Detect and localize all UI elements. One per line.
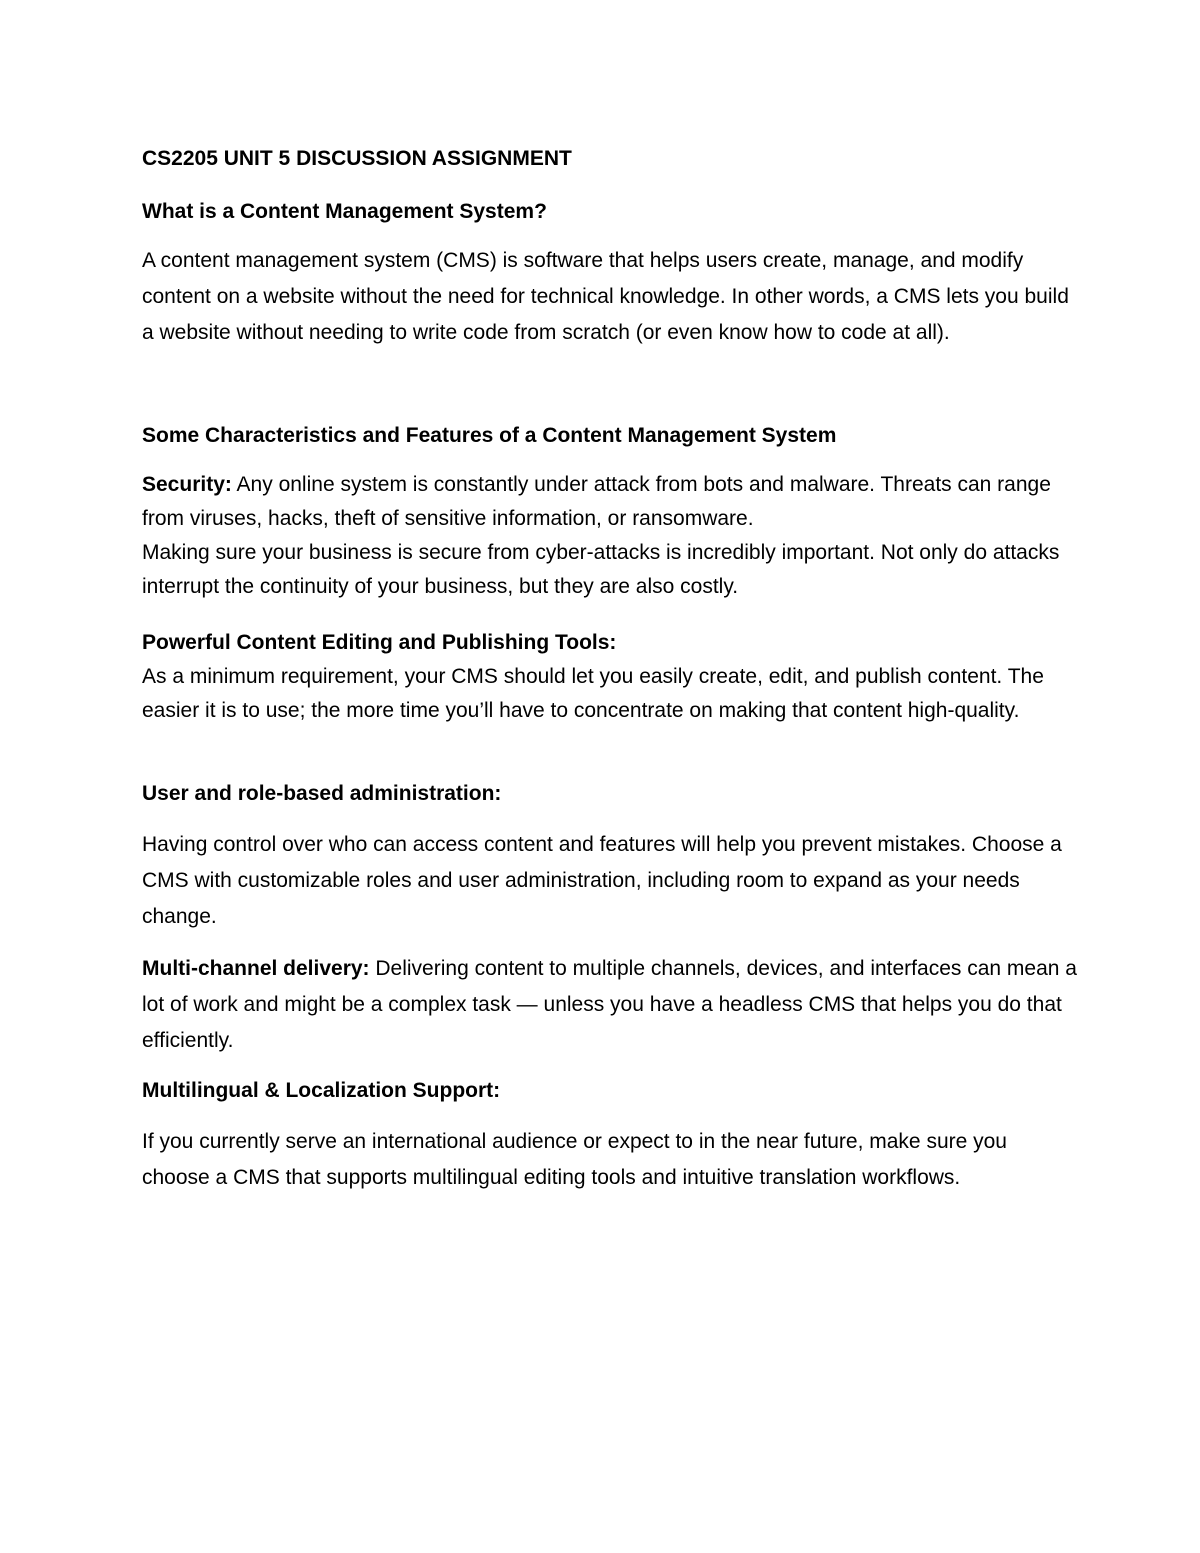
security-label: Security: [142, 473, 232, 496]
document-title: CS2205 UNIT 5 DISCUSSION ASSIGNMENT [142, 147, 572, 170]
multichannel-text: Delivering content to multiple channels, devices, and interfaces can mean a lot of work and might be a complex task — unless you have a headless CMS that helps you do that efficiently. [142, 957, 1077, 1052]
multilingual-paragraph: If you currently serve an international audience or expect to in the near future, make sure you choose a CMS that supports multilingual editing tools and intuitive translation workflows. [142, 1130, 1007, 1189]
multilingual-section [142, 1075, 1080, 1196]
security-section [142, 468, 1080, 604]
multichannel-label: Multi-channel delivery: [142, 957, 370, 980]
intro-paragraph: A content management system (CMS) is software that helps users create, manage, and modify content on a website without the need for technical knowledge. In other words, a CMS lets you build a website without needing to write code from scratch (or even know how to code at all). [142, 249, 1069, 344]
security-text: Any online system is constantly under attack from bots and malware. Threats can range from viruses, hacks, theft of sensitive information, or ransomware. [142, 473, 1051, 530]
multichannel-paragraph [142, 951, 1080, 1059]
question-heading: What is a Content Management System? [142, 200, 547, 223]
editing-label: Powerful Content Editing and Publishing Tools: [142, 631, 617, 654]
security-paragraph-2: Making sure your business is secure from cyber-attacks is incredibly important. Not only do attacks interrupt the continuity of your business, but they are also costly. [142, 541, 1060, 598]
roles-label: User and role-based administration: [142, 782, 502, 805]
roles-section [142, 778, 1080, 935]
security-paragraph [142, 468, 1080, 536]
multilingual-label: Multilingual & Localization Support: [142, 1079, 501, 1102]
features-heading: Some Characteristics and Features of a Content Management System [142, 424, 837, 447]
roles-paragraph: Having control over who can access content and features will help you prevent mistakes. Choose a CMS with customizable roles and user administration, including room to expand as your needs change. [142, 833, 1062, 928]
multichannel-section [142, 951, 1080, 1059]
editing-label-line [142, 626, 1080, 660]
editing-paragraph: As a minimum requirement, your CMS should let you easily create, edit, and publish content. The easier it is to use; the more time you’ll have to concentrate on making that content high-quality. [142, 665, 1044, 722]
editing-section [142, 626, 1080, 728]
